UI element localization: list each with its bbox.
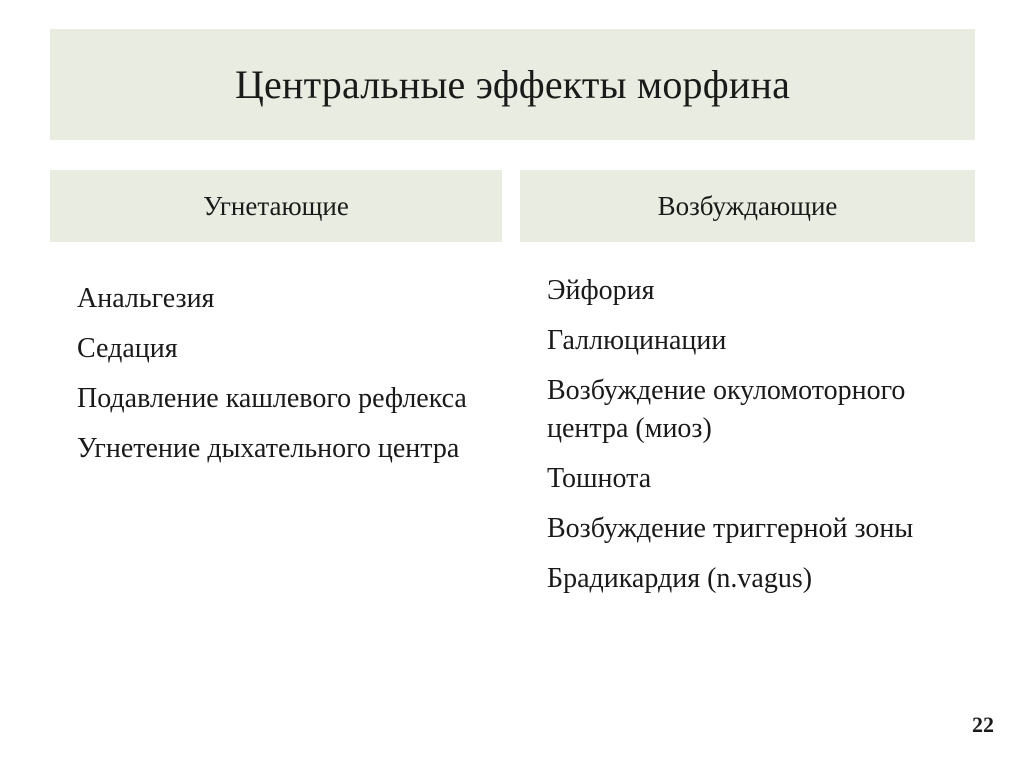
list-item: Брадикардия (n.vagus) bbox=[547, 563, 813, 594]
left-column-header: Угнетающие bbox=[50, 170, 502, 242]
list-item: Анальгезия bbox=[77, 283, 215, 314]
list-item: Возбуждение триггерной зоны bbox=[547, 513, 914, 544]
list-item: Тошнота bbox=[547, 463, 652, 494]
list-item: Подавление кашлевого рефлекса bbox=[77, 383, 467, 414]
list-item: Галлюцинации bbox=[547, 325, 727, 356]
list-item: Седация bbox=[77, 333, 178, 364]
title-banner bbox=[50, 29, 975, 140]
depressant-effects-list bbox=[77, 280, 477, 480]
slide-title: Центральные эффекты морфина bbox=[234, 62, 791, 107]
list-item: Эйфория bbox=[547, 275, 655, 306]
list-item: Угнетение дыхательного центра bbox=[77, 433, 460, 464]
stimulant-effects-list bbox=[547, 272, 947, 610]
page-number: 22 bbox=[972, 712, 994, 737]
list-item: Возбуждение окуломоторного центра (миоз) bbox=[547, 375, 906, 444]
right-column-header: Возбуждающие bbox=[520, 170, 975, 242]
